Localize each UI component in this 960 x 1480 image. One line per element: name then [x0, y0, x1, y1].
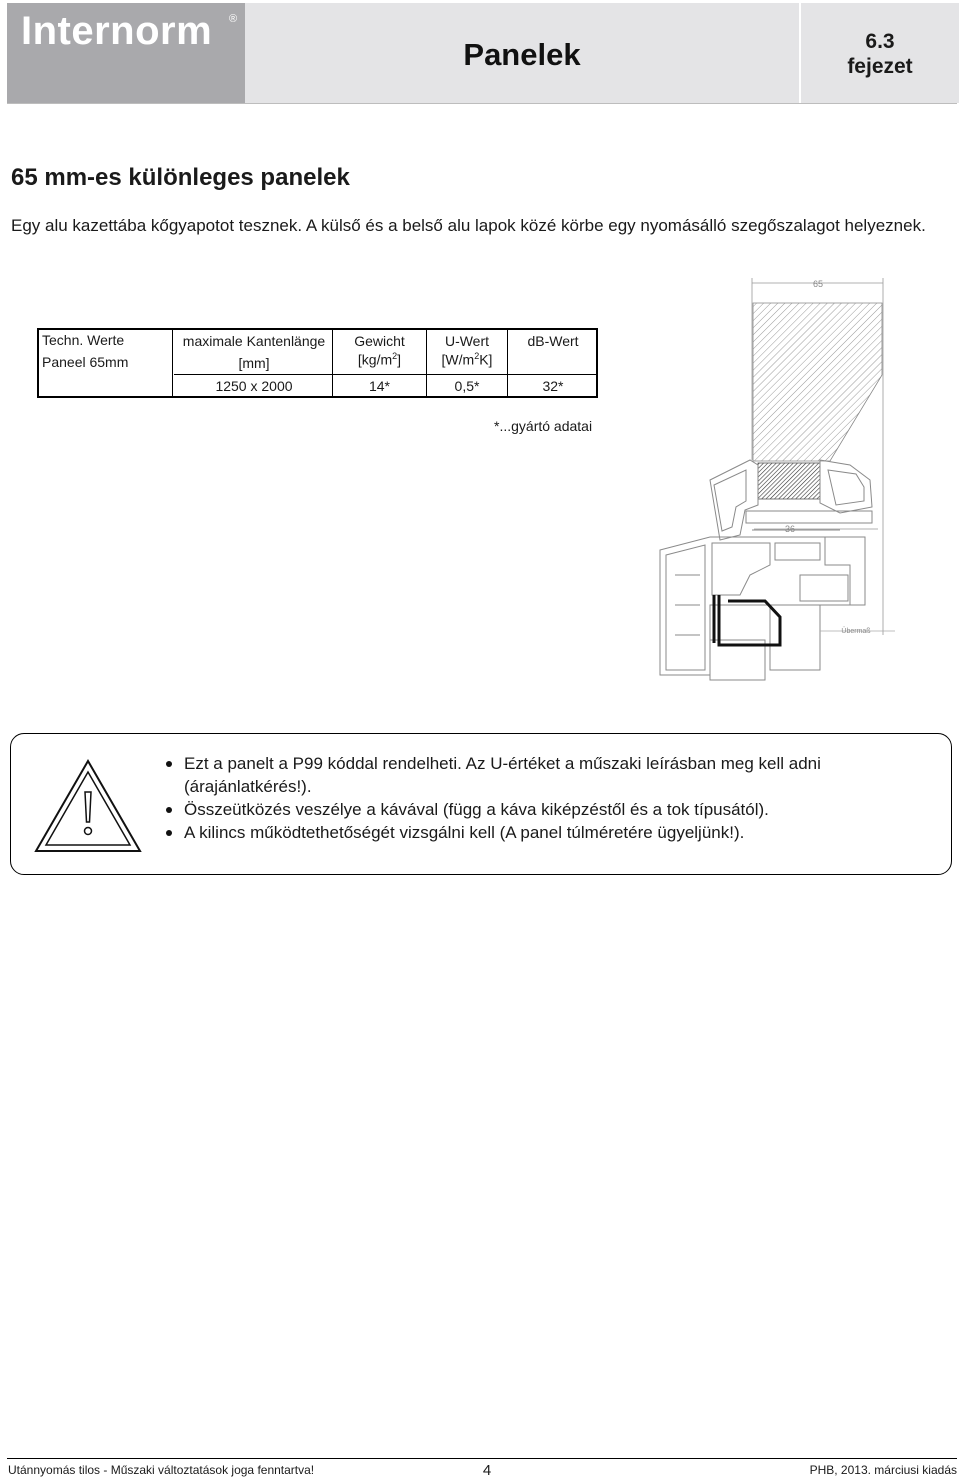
header-weight-unit: $[kg/m^2]$ [357, 351, 402, 368]
registered-mark: ® [229, 13, 238, 25]
header-divider [7, 103, 957, 104]
value-db-value: 32* [542, 378, 564, 394]
dimension-36 [754, 524, 878, 534]
panel-cross-section-drawing [650, 275, 900, 685]
header-u-value: U-Wert [444, 333, 490, 349]
warning-item: Összeütközés veszélye a kávával (függ a káva kiképzéstől és a tok típusától). [164, 798, 924, 821]
brand-name: Internorm [21, 9, 213, 53]
header-max-edge: maximale Kantenlänge [182, 333, 326, 349]
page-title: Panelek [463, 37, 581, 72]
row-label-2: Paneel 65mm [42, 354, 129, 370]
warning-list [164, 752, 924, 844]
header-u-value-unit: $[W/m^2K]$ [441, 351, 493, 368]
chapter-label: fejezet [847, 55, 913, 78]
chapter-block [799, 3, 959, 103]
svg-text:65: 65 [812, 279, 824, 289]
header-max-edge-unit: [mm] [238, 355, 270, 371]
bullet-icon [166, 830, 172, 836]
table-divider [172, 330, 173, 396]
table-divider [174, 374, 596, 375]
bullet-icon [166, 807, 172, 813]
section-title: 65 mm-es különleges panelek [11, 164, 350, 191]
value-u-value: 0,5* [454, 378, 480, 394]
header-weight: Gewicht [354, 333, 405, 349]
header-db-value: dB-Wert [527, 333, 579, 349]
value-weight: 14* [368, 378, 391, 394]
chapter-number: 6.3 [865, 30, 895, 53]
svg-text:36: 36 [784, 524, 796, 534]
warning-item: A kilincs működtethetőségét vizsgálni kell (A panel túlméretére ügyeljünk!). [164, 821, 924, 844]
overlap-dimension [820, 627, 895, 635]
header-title-block [245, 3, 799, 103]
warning-triangle-icon [33, 758, 143, 854]
manufacturer-note: *...gyártó adatai [494, 418, 593, 434]
footer-copyright: Utánnyomás tilos - Műszaki változtatások joga fenntartva! [8, 1463, 315, 1477]
page-number: 4 [482, 1462, 492, 1479]
tech-values-table [37, 328, 598, 398]
row-label-1: Techn. Werte [42, 332, 125, 348]
svg-text:Übermaß: Übermaß [841, 628, 871, 635]
brand-logo-block [7, 3, 245, 103]
warning-item: Ezt a panelt a P99 kóddal rendelheti. Az U-értéket a műszaki leírásban meg kell adni (árajánlatkérés!). [164, 752, 924, 798]
bullet-icon [166, 761, 172, 767]
intro-text: Egy alu kazettába kőgyapotot tesznek. A külső és a belső alu lapok közé körbe egy nyomásálló szegőszalagot helyeznek. [11, 216, 926, 235]
frame-profile [660, 537, 865, 680]
footer-divider [7, 1458, 957, 1459]
value-max-edge: 1250 x 2000 [215, 378, 293, 394]
footer-edition: PHB, 2013. márciusi kiadás [809, 1463, 957, 1477]
panel-body [753, 303, 882, 499]
